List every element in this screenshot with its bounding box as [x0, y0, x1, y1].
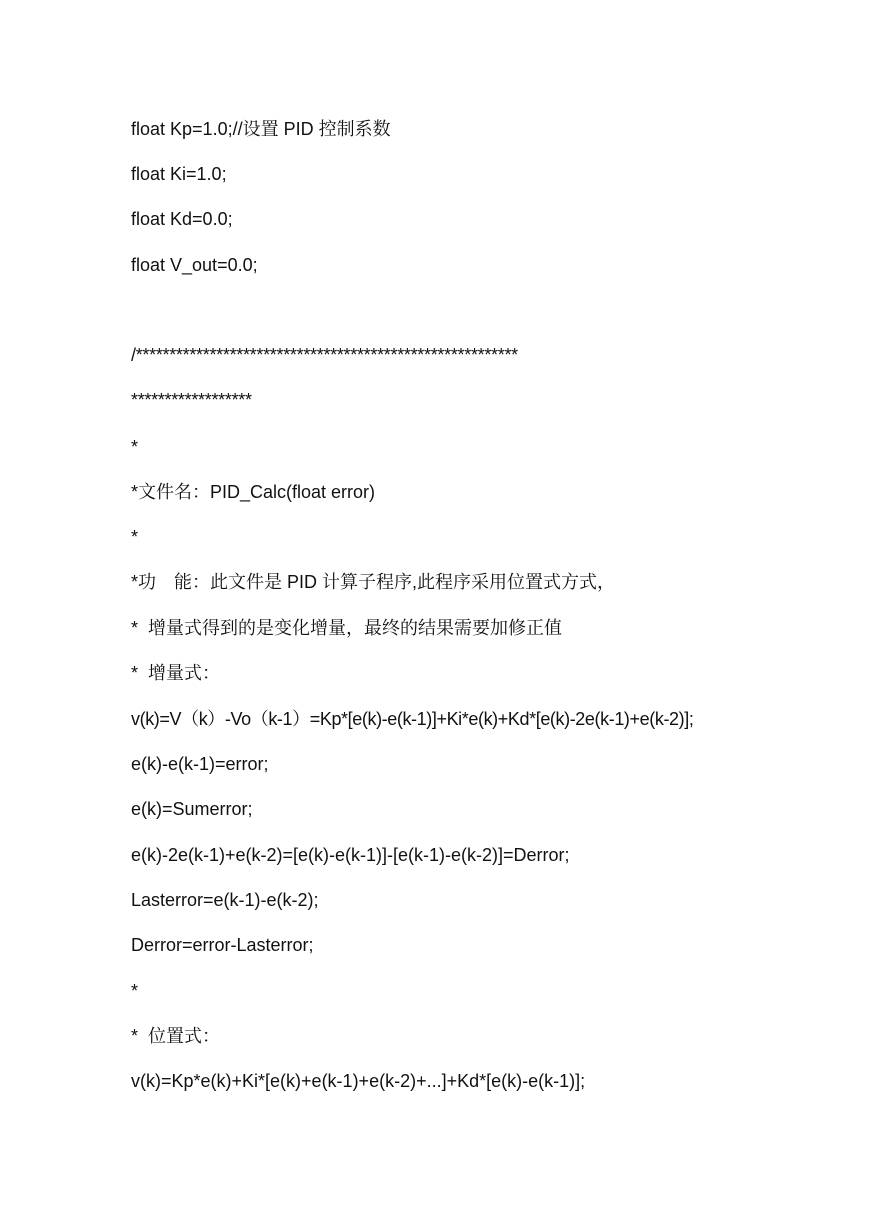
- formula-error: e(k)-e(k-1)=error;: [131, 754, 269, 774]
- formula-derror: e(k)-2e(k-1)+e(k-2)=[e(k)-e(k-1)]-[e(k-1)-e(k-2)]=Derror;: [131, 845, 570, 865]
- comment-filename: *文件名：PID_Calc(float error): [131, 482, 376, 502]
- code-line-kp: float Kp=1.0;//设置 PID 控制系数: [131, 119, 391, 139]
- comment-incremental-note: * 增量式得到的是变化增量，最终的结果需要加修正值: [131, 618, 563, 638]
- formula-positional: v(k)=Kp*e(k)+Ki*[e(k)+e(k-1)+e(k-2)+...]+Kd*[e(k)-e(k-1)];: [131, 1071, 586, 1091]
- formula-sumerror: e(k)=Sumerror;: [131, 799, 253, 819]
- comment-function-description: *功 能：此文件是 PID 计算子程序,此程序采用位置式方式，: [131, 572, 616, 592]
- formula-lasterror: Lasterror=e(k-1)-e(k-2);: [131, 890, 319, 910]
- comment-border-top-continued: ******************: [131, 390, 252, 410]
- code-line-ki: float Ki=1.0;: [131, 164, 227, 184]
- comment-incremental-heading: * 增量式：: [131, 663, 221, 683]
- code-line-kd: float Kd=0.0;: [131, 209, 233, 229]
- comment-positional-heading: * 位置式：: [131, 1026, 221, 1046]
- formula-derror-def: Derror=error-Lasterror;: [131, 935, 314, 955]
- comment-border-top: /*********************************************************: [131, 345, 518, 365]
- code-line-vout: float V_out=0.0;: [131, 255, 258, 275]
- comment-line: *: [131, 527, 139, 547]
- formula-incremental: v(k)=V（k）-Vo（k-1）=Kp*[e(k)-e(k-1)]+Ki*e(k)+Kd*[e(k)-2e(k-1)+e(k-2)];: [131, 709, 694, 729]
- comment-line: *: [131, 437, 139, 457]
- comment-line: *: [131, 981, 139, 1001]
